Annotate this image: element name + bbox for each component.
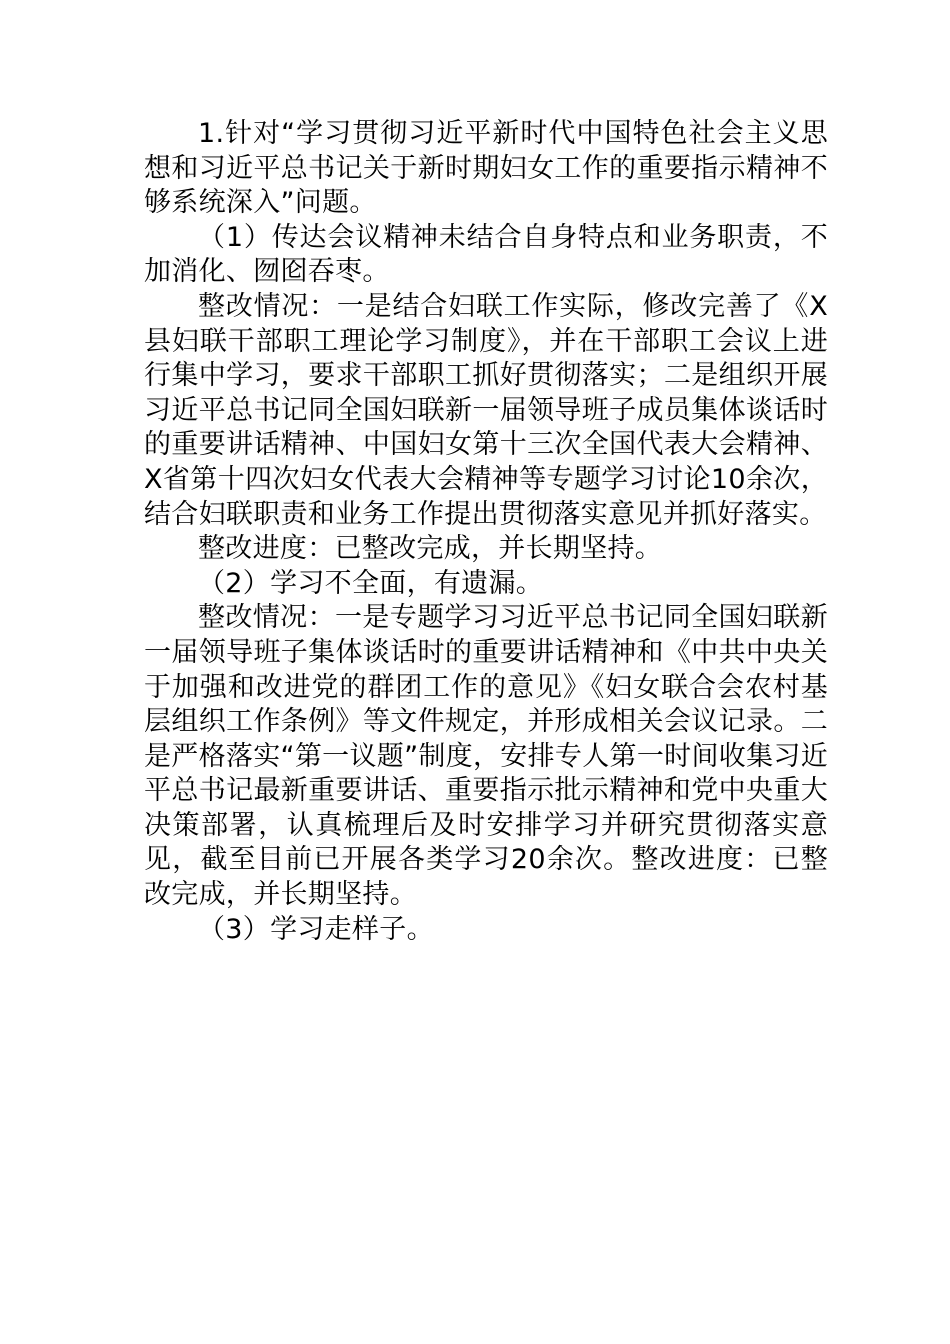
rectification-status-2: 整改情况：一是专题学习习近平总书记同全国妇联新一届领导班子集体谈话时的重要讲话精神和《中共中央关于加强和改进党的群团工作的意见》《妇女联合会农村基层组织工作条例》等文件规定，并形成相关会议记录。二是严格落实“第一议题”制度，安排专人第一时间收集习近平总书记最新重要讲话、重要指示批示精神和党中央重大决策部署，认真梳理后及时安排学习并研究贯彻落实意见，截至目前已开展各类学习20余次。整改进度：已整改完成，并长期坚持。 (144, 602, 828, 911)
issue-item-2: （2）学习不全面，有遗漏。 (198, 567, 544, 599)
rectification-status-1: 整改情况：一是结合妇联工作实际，修改完善了《X县妇联干部职工理论学习制度》，并在干部职工会议上进行集中学习，要求干部职工抓好贯彻落实；二是组织开展习近平总书记同全国妇联新一届领导班子成员集体谈话时的重要讲话精神、中国妇女第十三次全国代表大会精神、X省第十四次妇女代表大会精神等专题学习讨论10余次，结合妇联职责和业务工作提出贯彻落实意见并抓好落实。 (144, 290, 828, 530)
issue-item-3: （3）学习走样子。 (198, 913, 434, 945)
rectification-progress-1: 整改进度：已整改完成，并长期坚持。 (198, 533, 663, 565)
issue-item-1: （1）传达会议精神未结合自身特点和业务职责，不加消化、囫囵吞枣。 (144, 221, 828, 288)
document-body (144, 117, 828, 947)
section-heading-1: 1.针对“学习贯彻习近平新时代中国特色社会主义思想和习近平总书记关于新时期妇女工作的重要指示精神不够系统深入”问题。 (144, 118, 828, 219)
